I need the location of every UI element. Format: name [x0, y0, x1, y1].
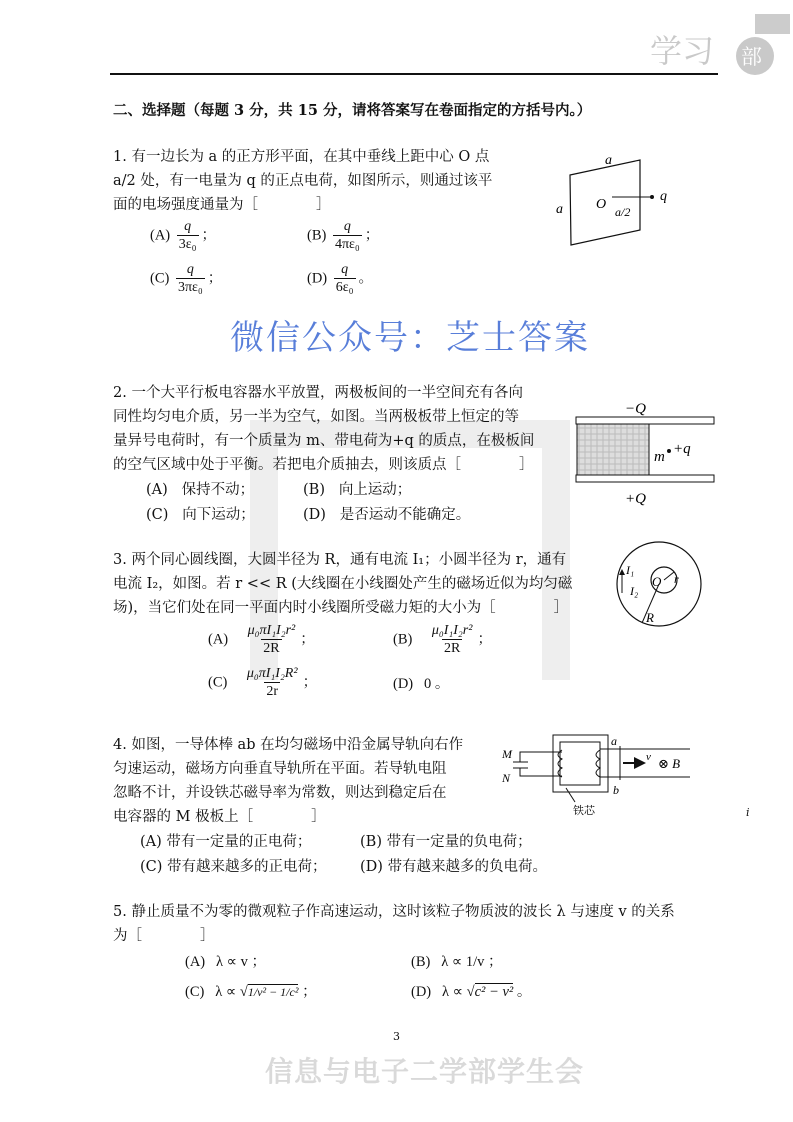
- option-label: (A): [208, 631, 229, 648]
- q4-line: 电容器的 M 极板上［ ］: [113, 809, 326, 825]
- numerator: q: [184, 219, 192, 234]
- label-i2: I₂: [630, 584, 639, 598]
- q4-option-b[interactable]: [360, 830, 532, 854]
- label-o: O: [652, 574, 662, 589]
- option-text: 带有越来越多的负电荷。: [387, 859, 548, 875]
- label-i1: I₁: [626, 563, 635, 577]
- label-a-left: a: [556, 202, 563, 217]
- option-label: (B): [307, 227, 327, 244]
- q1-option-b[interactable]: [307, 219, 379, 253]
- q5-line: 为［ ］: [113, 928, 215, 944]
- punct: 。: [358, 270, 374, 287]
- q2-line: 同性均匀电介质，另一半为空气，如图。当两极板带上恒定的等: [113, 409, 519, 425]
- label-n: N: [502, 771, 511, 785]
- label-a-half: a/2: [615, 205, 631, 219]
- option-label: (B): [303, 482, 325, 498]
- page-number: 3: [393, 1030, 400, 1043]
- q3-option-b[interactable]: [393, 623, 492, 657]
- option-label: (C): [208, 674, 228, 691]
- option-text: 向下运动；: [182, 507, 255, 523]
- radicand: 1/v² − 1/c²: [247, 985, 299, 999]
- punct: 。: [513, 984, 532, 1000]
- q3-line: 3. 两个同心圆线圈，大圆半径为 R，通有电流 I₁；小圆半径为 r，通有: [113, 552, 567, 568]
- q4-option-c[interactable]: [140, 855, 327, 879]
- numerator: q: [341, 262, 349, 277]
- q4-line: 4. 如图，一导体棒 ab 在均匀磁场中沿金属导轨向右作: [113, 737, 464, 753]
- punct: ；: [302, 674, 318, 691]
- label-plus-small-q: +q: [673, 441, 691, 457]
- svg-text:部: 部: [741, 45, 762, 69]
- capacitor-figure: [570, 395, 720, 510]
- concentric-coils-figure: [612, 538, 712, 638]
- option-label: (A): [146, 482, 168, 498]
- option-text: 带有越来越多的正电荷；: [167, 859, 327, 875]
- label-q: q: [660, 189, 667, 204]
- option-label: (C): [150, 270, 170, 287]
- option-text: 保持不动；: [181, 482, 255, 498]
- punct: ；: [477, 631, 492, 648]
- q2-line: 2. 一个大平行板电容器水平放置，两极板间的一半空间充有各向: [113, 385, 523, 401]
- denominator: 2R: [263, 641, 280, 656]
- option-label: (D): [393, 676, 414, 692]
- label-b-field: ⊗ B⃗: [658, 756, 691, 771]
- section-title: 二、选择题（每题 3 分，共 15 分，请将答案写在卷面指定的方括号内。）: [113, 102, 592, 119]
- option-text: 带有一定量的正电荷；: [166, 834, 312, 850]
- q5-option-a[interactable]: [185, 950, 266, 974]
- denominator: 3πε₀: [177, 280, 203, 295]
- q2-option-b[interactable]: [303, 478, 411, 502]
- option-label: (D): [411, 984, 432, 1000]
- q5-option-b[interactable]: [411, 950, 503, 974]
- q4-option-a[interactable]: [140, 830, 311, 854]
- option-label: (B): [411, 954, 431, 970]
- q1-line: 面的电场强度通量为［ ］: [113, 197, 331, 213]
- option-label: (B): [393, 631, 413, 648]
- label-m: M: [502, 747, 512, 761]
- q3-option-d[interactable]: [393, 672, 449, 696]
- numerator: q: [186, 262, 194, 277]
- q3-line: 场)，当它们处在同一平面内时小线圈所受磁力矩的大小为［ ］: [113, 600, 569, 616]
- q4-line: 忽略不计，并设铁芯磁导率为常数，则达到稳定后在: [113, 785, 447, 801]
- punct: ；: [364, 227, 380, 244]
- q1-option-a[interactable]: [150, 219, 216, 253]
- q3-option-a[interactable]: [208, 623, 315, 657]
- punct: ；: [207, 270, 223, 287]
- numerator: q: [343, 219, 351, 234]
- label-v: v: [646, 751, 651, 763]
- option-label: (D): [360, 859, 383, 875]
- punct: ；: [201, 227, 217, 244]
- q1-line: 1. 有一边长为 a 的正方形平面，在其中垂线上距中心 O 点: [113, 149, 490, 165]
- denominator: 6ε₀: [335, 280, 354, 295]
- option-label: (D): [303, 507, 326, 523]
- option-text: 0 。: [424, 676, 450, 692]
- label-b: b: [613, 783, 619, 797]
- denominator: 2r: [266, 684, 279, 699]
- q1-option-c[interactable]: [150, 262, 222, 296]
- label-big-r: R: [646, 610, 654, 625]
- q1-line: a/2 处，有一电量为 q 的正点电荷，如图所示，则通过该平: [113, 173, 493, 189]
- denominator: 2R: [443, 641, 461, 656]
- option-label: (C): [146, 507, 169, 523]
- study-department-logo: [640, 10, 790, 80]
- svg-text:学习: 学习: [650, 33, 715, 69]
- option-label: (A): [140, 834, 162, 850]
- q5-option-d[interactable]: (D) λ ∝ √c² − v² 。: [411, 984, 532, 1000]
- q4-line: 匀速运动，磁场方向垂直导轨所在平面。若导轨电阻: [113, 761, 447, 777]
- q1-option-d[interactable]: [307, 262, 373, 296]
- option-label: (C): [185, 984, 205, 1000]
- option-text: 向上运动；: [338, 482, 412, 498]
- option-label: (B): [360, 834, 382, 850]
- q5-line: 5. 静止质量不为零的微观粒子作高速运动，这时该粒子物质波的波长 λ 与速度 v 的关系: [113, 904, 675, 920]
- option-text: λ ∝: [442, 984, 467, 1000]
- q3-line: 电流 I₂，如图。若 r << R (大线圈在小线圈处产生的磁场近似为均匀磁: [113, 576, 573, 592]
- q3-option-c[interactable]: [208, 666, 317, 700]
- label-r: r: [674, 572, 679, 586]
- header-rule: [110, 73, 718, 75]
- numerator: μ₀πI₁I₂R²: [246, 666, 298, 681]
- stray-mark: i: [746, 806, 750, 819]
- radicand: c² − v²: [474, 984, 514, 1000]
- q2-option-d[interactable]: [303, 503, 470, 527]
- option-label: (A): [185, 954, 206, 970]
- punct: ；: [298, 984, 317, 1000]
- label-minus-q: −Q: [625, 401, 646, 417]
- denominator: 4πε₀: [334, 237, 360, 252]
- q5-option-c[interactable]: (C) λ ∝ √1/v² − 1/c² ；: [185, 984, 317, 1000]
- option-text: λ ∝ v ；: [216, 954, 267, 970]
- option-label: (C): [140, 859, 163, 875]
- q2-line: 的空气区域中处于平衡。若把电介质抽去，则该质点［ ］: [113, 457, 534, 473]
- watermark-org: 信息与电子二学部学生会: [265, 1055, 585, 1088]
- q2-option-a[interactable]: [146, 478, 254, 502]
- option-text: λ ∝: [215, 984, 240, 1000]
- q4-option-d[interactable]: [360, 855, 547, 879]
- punct: ；: [300, 631, 315, 648]
- watermark-wechat: 微信公众号：芝士答案: [230, 318, 590, 358]
- numerator: μ₀πI₁I₂r²: [247, 623, 296, 638]
- square-plane-figure: [550, 150, 680, 250]
- numerator: μ₀I₁I₂r²: [431, 623, 473, 638]
- option-label: (A): [150, 227, 171, 244]
- label-a: a: [611, 734, 617, 748]
- option-text: λ ∝ 1/v ；: [441, 954, 503, 970]
- denominator: 3ε₀: [178, 237, 197, 252]
- q2-option-c[interactable]: [146, 503, 255, 527]
- label-plus-q: +Q: [625, 491, 646, 507]
- label-iron-core: 铁芯: [573, 805, 595, 817]
- label-m: m: [654, 449, 665, 465]
- label-o: O: [596, 197, 607, 212]
- option-text: 带有一定量的负电荷；: [386, 834, 532, 850]
- q2-line: 量异号电荷时，有一个质量为 m、带电荷为+q 的质点，在极板间: [113, 433, 535, 449]
- iron-core-circuit-figure: [500, 730, 740, 820]
- option-label: (D): [307, 270, 328, 287]
- label-a-top: a: [605, 153, 612, 168]
- option-text: 是否运动不能确定。: [339, 507, 471, 523]
